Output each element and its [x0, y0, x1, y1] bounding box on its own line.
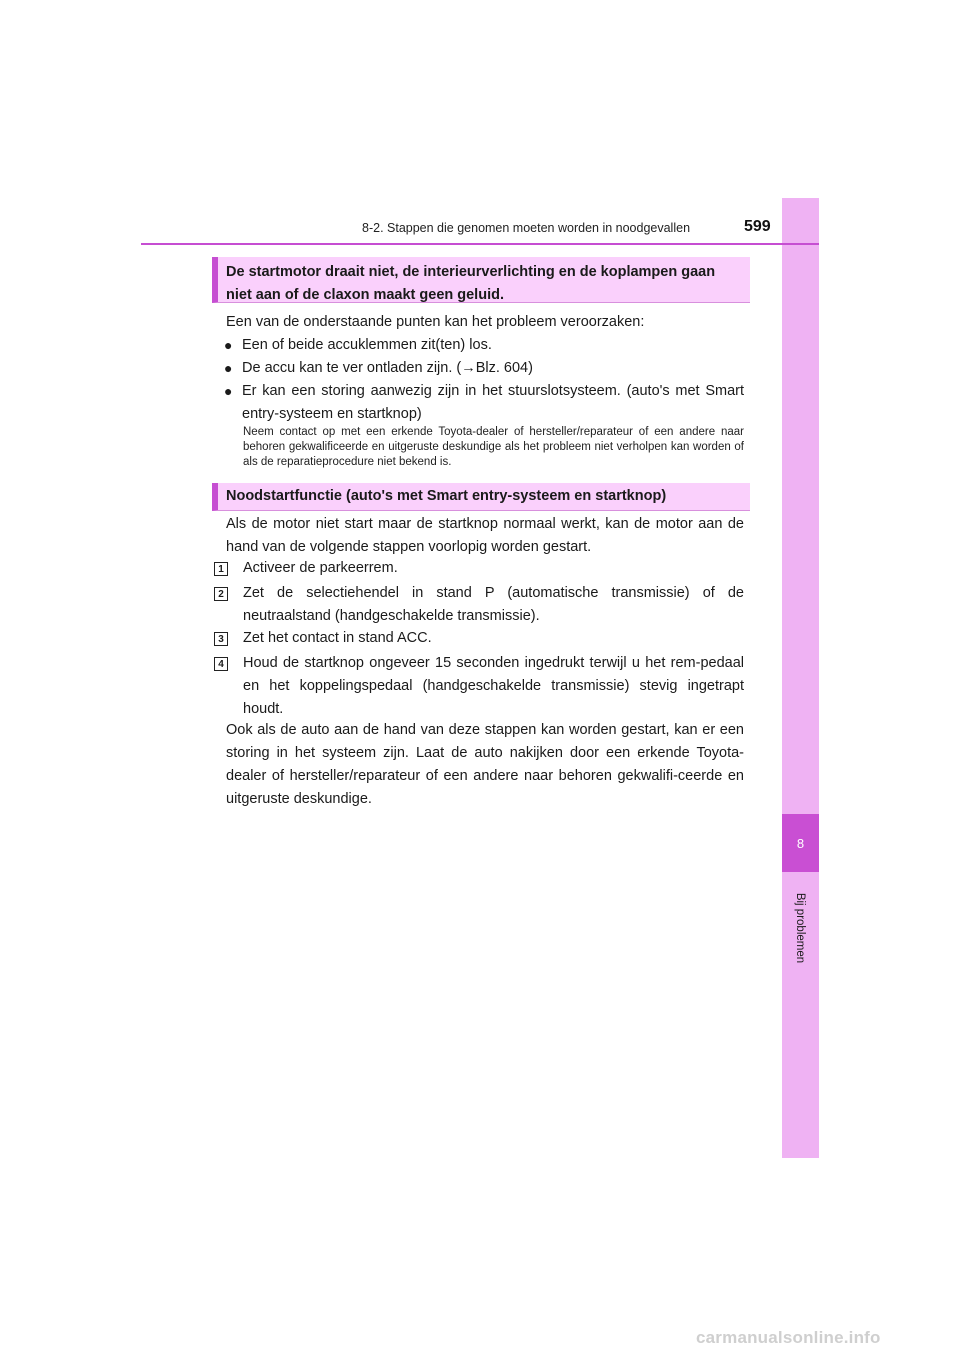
- step-number-badge: [214, 657, 228, 671]
- step-number-badge: [214, 587, 228, 601]
- step-text: Houd de startknop ongeveer 15 seconden ingedrukt terwijl u het rem-pedaal en het koppelingspedaal (handgeschakelde transmissie) stevig ingetrapt houdt.: [243, 655, 744, 717]
- step-number: 3: [218, 633, 224, 645]
- section-heading-no-start: [212, 257, 750, 303]
- step-number-badge: [214, 562, 228, 576]
- bullet-icon: ●: [224, 360, 233, 376]
- step-number: 2: [218, 588, 224, 600]
- step-text: Zet het contact in stand ACC.: [243, 630, 432, 646]
- step-number-badge: [214, 632, 228, 646]
- chapter-label: Bij problemen: [794, 892, 807, 964]
- bullet-icon: ●: [224, 383, 233, 399]
- step-number: 4: [218, 658, 224, 670]
- section-heading-text: Noodstartfunctie (auto's met Smart entry-systeem en startknop): [226, 488, 667, 504]
- section-heading-emergency-start: [212, 483, 750, 511]
- running-header: 8-2. Stappen die genomen moeten worden in noodgevallen: [362, 221, 691, 235]
- section1-note: Neem contact op met een erkende Toyota-dealer of hersteller/reparateur of een andere naar behoren gekwalificeerde en uitgeruste deskundige als het probleem niet verholpen kan worden of als de reparatieprocedure niet bekend is.: [243, 426, 744, 468]
- step-number: 1: [218, 563, 224, 575]
- bullet-text: De accu kan te ver ontladen zijn. (→Blz. 604): [242, 360, 533, 376]
- bullet-text: Een of beide accuklemmen zit(ten) los.: [242, 337, 492, 353]
- section2-intro: Als de motor niet start maar de startknop normaal werkt, kan de motor aan de hand van de volgende stappen voorlopig worden gestart.: [226, 516, 744, 555]
- bullet-icon: ●: [224, 337, 233, 353]
- section1-intro: Een van de onderstaande punten kan het probleem veroorzaken:: [226, 314, 645, 330]
- header-divider: [141, 243, 819, 245]
- step-text: Zet de selectiehendel in stand P (automatische transmissie) of de neutraalstand (handgeschakelde transmissie).: [243, 585, 744, 624]
- chapter-label-container: [772, 880, 828, 976]
- section2-closing: Ook als de auto aan de hand van deze stappen kan worden gestart, kan er een storing in het systeem zijn. Laat de auto nakijken door een erkende Toyota-dealer of hersteller/reparateur of een andere naar behoren gekwalifi-ceerde en uitgeruste deskundige.: [226, 722, 744, 807]
- chapter-side-tab: [782, 198, 819, 1158]
- page-number: 599: [744, 218, 771, 235]
- chapter-number-badge: [782, 814, 819, 872]
- section-heading-line-2: niet aan of de claxon maakt geen geluid.: [226, 287, 504, 303]
- bullet-text: Er kan een storing aanwezig zijn in het stuurslotsysteem. (auto's met Smart entry-systeem en startknop): [242, 383, 744, 422]
- section-heading-line-1: De startmotor draait niet, de interieurverlichting en de koplampen gaan: [226, 264, 716, 280]
- watermark-text: carmanualsonline.info: [696, 1328, 881, 1347]
- step-text: Activeer de parkeerrem.: [243, 560, 398, 576]
- chapter-number: 8: [796, 835, 805, 851]
